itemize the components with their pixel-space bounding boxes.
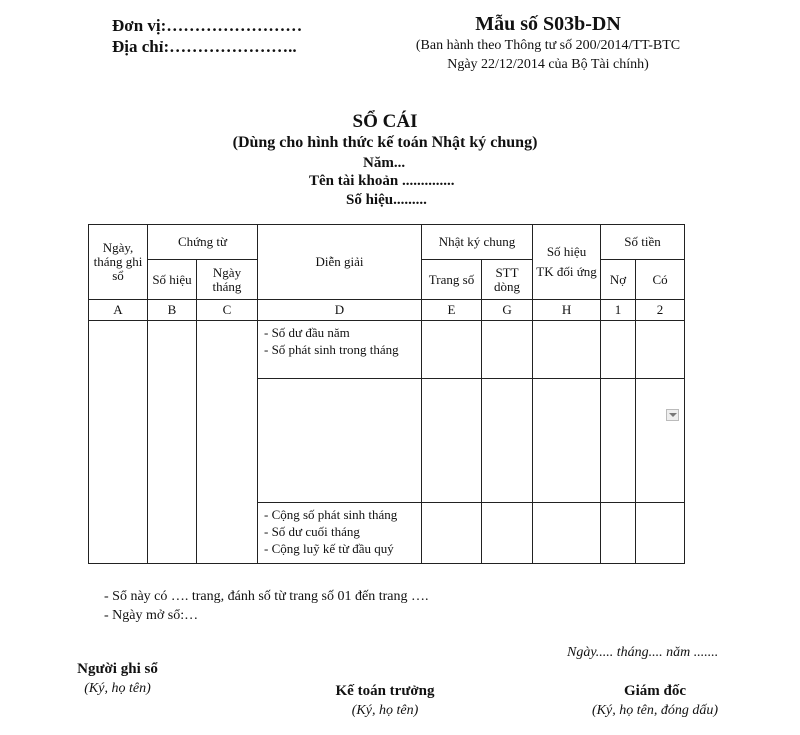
recorder-sign-note: (Ký, họ tên) (84, 681, 151, 696)
director-sign-note: (Ký, họ tên, đóng dấu) (592, 703, 718, 718)
page-count-note: - Sổ này có …. trang, đánh số từ trang số 01 đến trang …. (104, 589, 429, 604)
issued-by-line-1: (Ban hành theo Thông tư số 200/2014/TT-BTC (415, 38, 681, 53)
opening-balance-label: - Số dư đầu năm (264, 325, 350, 340)
table-cell[interactable] (258, 379, 422, 503)
table-cell[interactable] (601, 379, 636, 503)
header-voucher-date: Ngày tháng (197, 260, 258, 300)
column-letter: 2 (636, 300, 685, 321)
column-letter: C (197, 300, 258, 321)
header-journal: Nhật ký chung (422, 225, 533, 260)
table-cell[interactable] (533, 321, 601, 379)
table-cell[interactable] (422, 379, 482, 503)
header-debit: Nợ (601, 260, 636, 300)
column-letter: B (148, 300, 197, 321)
table-cell[interactable] (636, 321, 685, 379)
column-letter: D (258, 300, 422, 321)
ledger-table (88, 224, 685, 564)
chief-accountant-sign-note: (Ký, họ tên) (351, 703, 419, 718)
column-letter: 1 (601, 300, 636, 321)
director-title: Giám đốc (623, 683, 687, 699)
table-cell[interactable] (482, 321, 533, 379)
closing-balance-label: - Số dư cuối tháng (264, 524, 360, 539)
account-number-label: Số hiệu......... (346, 192, 427, 208)
column-letter: E (422, 300, 482, 321)
header-voucher: Chứng từ (148, 225, 258, 260)
header-description: Diễn giải (258, 225, 422, 300)
table-cell[interactable] (636, 379, 685, 503)
table-cell[interactable] (601, 503, 636, 564)
table-cell[interactable] (422, 321, 482, 379)
page-title: SỔ CÁI (352, 111, 418, 132)
header-date-text: Ngày, tháng ghi sổ (93, 240, 143, 283)
table-cell[interactable] (601, 321, 636, 379)
form-code: Mẫu số S03b-DN (475, 13, 621, 35)
column-letter: H (533, 300, 601, 321)
table-cell[interactable] (482, 379, 533, 503)
header-credit: Có (636, 260, 685, 300)
table-cell[interactable] (422, 503, 482, 564)
opening-entries-cell[interactable] (258, 321, 422, 379)
address-label: Địa chỉ:………………….. (112, 37, 297, 56)
table-cell[interactable] (533, 379, 601, 503)
open-date-note: - Ngày mở sổ:… (104, 608, 199, 623)
quarter-cumulative-label: - Cộng luỹ kế từ đầu quý (264, 541, 394, 556)
header-voucher-no: Số hiệu (148, 260, 197, 300)
table-cell[interactable] (482, 503, 533, 564)
monthly-total-label: - Cộng số phát sinh tháng (264, 507, 398, 522)
table-cell[interactable] (197, 321, 258, 564)
issued-by-line-2: Ngày 22/12/2014 của Bộ Tài chính) (447, 57, 649, 72)
unit-label: Đơn vị:…………………… (112, 16, 303, 35)
recorder-title: Người ghi sổ (77, 661, 158, 677)
column-letter: A (89, 300, 148, 321)
header-date (89, 225, 148, 300)
header-page-no: Trang số (422, 260, 482, 300)
chief-accountant-title: Kế toán trưởng (335, 683, 435, 699)
column-letter: G (482, 300, 533, 321)
header-counter-account-line2: TK đối ứng (536, 264, 597, 279)
table-cell[interactable] (636, 503, 685, 564)
table-cell[interactable] (533, 503, 601, 564)
page-subtitle: (Dùng cho hình thức kế toán Nhật ký chung) (232, 134, 538, 151)
header-counter-account-line1: Số hiệu (546, 244, 587, 259)
header-counter-account (533, 225, 601, 300)
table-cell[interactable] (89, 321, 148, 564)
account-name-label: Tên tài khoản .............. (309, 173, 455, 189)
signature-date-line: Ngày..... tháng.... năm ....... (567, 645, 719, 660)
table-cell[interactable] (148, 321, 197, 564)
chevron-down-icon (669, 413, 677, 417)
header-line-no: STT dòng (482, 260, 533, 300)
period-arising-label: - Số phát sinh trong tháng (264, 342, 399, 357)
header-amount: Số tiền (601, 225, 685, 260)
year-label: Năm... (363, 155, 406, 171)
dropdown-arrow-button[interactable] (666, 409, 679, 421)
closing-entries-cell[interactable] (258, 503, 422, 564)
